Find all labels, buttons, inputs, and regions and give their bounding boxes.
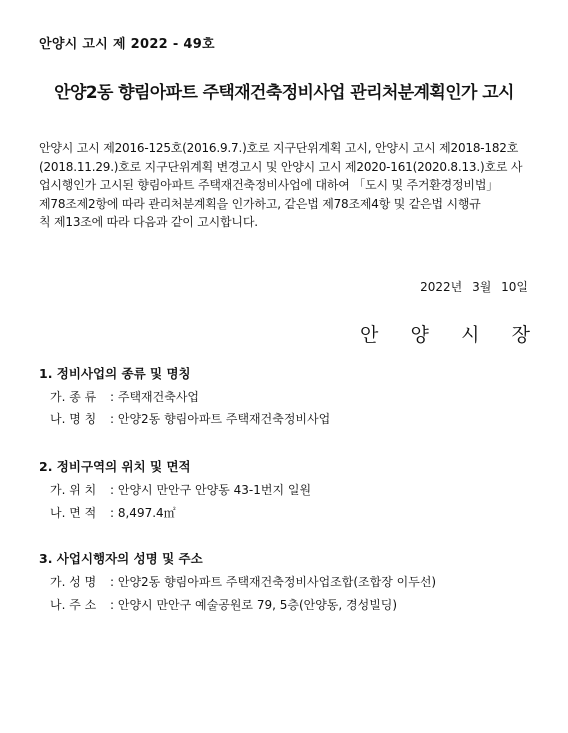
item-value: : 안양2동 향림아파트 주택재건축정비사업조합(조합장 이두선) [110, 575, 437, 589]
notice-date: 2022년 3월 10일 [420, 280, 528, 294]
section-item [50, 481, 311, 498]
section-item [50, 388, 199, 405]
signer-char: 안 [360, 324, 379, 346]
signer-char: 장 [511, 324, 530, 346]
section-item [50, 504, 176, 521]
item-label: 나. 명 칭 [50, 412, 97, 426]
item-value: : 안양시 만안구 안양동 43-1번지 일원 [110, 483, 312, 497]
body-line: (2018.11.29.)호로 지구단위계획 변경고시 및 안양시 고시 제2020-161(2020.8.13.)호로 사 [39, 159, 523, 174]
body-line: 칙 제13조에 따라 다음과 같이 고시합니다. [39, 215, 258, 230]
notice-number: 안양시 고시 제 2022 - 49호 [39, 37, 215, 52]
signer [360, 320, 530, 347]
signer-char: 시 [461, 324, 480, 346]
item-value: : 8,497.4㎡ [110, 506, 176, 520]
item-value: : 주택재건축사업 [110, 390, 200, 404]
section-heading: 2. 정비구역의 위치 및 면적 [39, 459, 191, 474]
item-value: : 안양시 만안구 예술공원로 79, 5층(안양동, 경성빌딩) [110, 598, 398, 612]
body-line: 업시행인가 고시된 향림아파트 주택재건축정비사업에 대하여 「도시 및 주거환경정비법」 [39, 178, 499, 193]
item-label: 가. 성 명 [50, 575, 97, 589]
section-item [50, 410, 330, 427]
section-item [50, 573, 436, 590]
item-label: 가. 종 류 [50, 390, 97, 404]
item-label: 가. 위 치 [50, 483, 97, 497]
section-heading: 1. 정비사업의 종류 및 명칭 [39, 366, 191, 381]
item-value: : 안양2동 향림아파트 주택재건축정비사업 [110, 412, 331, 426]
section-item [50, 596, 397, 613]
section-heading: 3. 사업시행자의 성명 및 주소 [39, 551, 203, 566]
signer-char: 양 [410, 324, 429, 346]
item-label: 나. 주 소 [50, 598, 97, 612]
body-line: 안양시 고시 제2016-125호(2016.9.7.)호로 지구단위계획 고시, 안양시 고시 제2018-182호 [39, 141, 519, 155]
body-line: 제78조제2항에 따라 관리처분계획을 인가하고, 같은법 제78조제4항 및 같은법 시행규 [39, 196, 481, 211]
notice-body [39, 139, 530, 232]
document-title: 안양2동 향림아파트 주택재건축정비사업 관리처분계획인가 고시 [54, 83, 514, 103]
item-label: 나. 면 적 [50, 506, 97, 520]
